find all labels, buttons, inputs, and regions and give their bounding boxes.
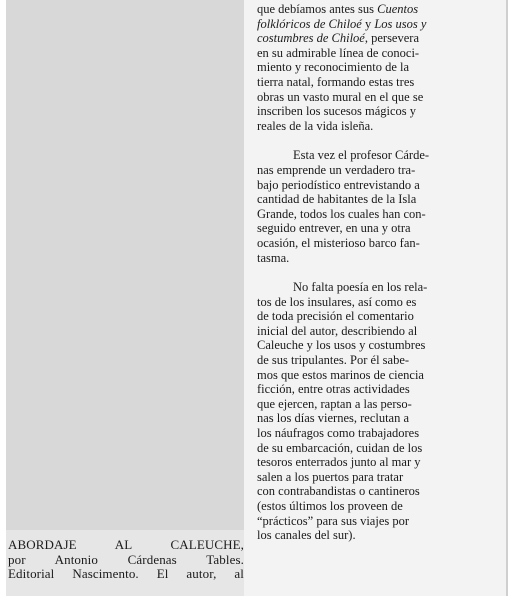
right-column — [257, 2, 497, 543]
book-title: folklóricos de Chiloé — [257, 16, 362, 31]
text-line: costumbres de Chiloé, persevera — [257, 31, 419, 46]
text-line: tierra natal, formando estas tres — [257, 74, 415, 89]
paragraph-1 — [257, 2, 497, 133]
review-heading-text — [8, 538, 244, 582]
book-title: Los usos y — [374, 16, 427, 31]
page-edge — [506, 0, 508, 596]
text-line: ocasión, el misterioso barco fan- — [257, 235, 420, 250]
scan-shading — [6, 0, 244, 530]
text-line: los canales del sur). — [257, 528, 356, 543]
text-line: tos de los insulares, así como es — [257, 294, 417, 309]
text-line: nas los días viernes, reclutan a — [257, 411, 410, 426]
text-line: por Antonio Cárdenas Tables. — [8, 551, 244, 567]
text-line: miento y reconocimiento de la — [257, 60, 410, 75]
text-line: seguido entrever, en una y otra — [257, 221, 411, 236]
text-line: salen a los puertos para tratar — [257, 469, 404, 484]
text-line: inscriben los sucesos mágicos y — [257, 104, 417, 119]
text-line: (estos últimos los proveen de — [257, 499, 403, 513]
text-line: que debíamos antes sus Cuentos — [257, 2, 419, 16]
text-line: de su embarcación, cuidan de los — [257, 440, 423, 455]
text-line: No falta poesía en los rela- — [293, 280, 428, 295]
text-line: con contrabandistas o cantineros — [257, 484, 420, 499]
text-line: inicial del autor, describiendo al — [257, 323, 418, 338]
text-line: de toda precisión el comentario — [257, 309, 414, 324]
text-line: reales de la vida isleña. — [257, 118, 374, 133]
text-line: que ejercen, raptan a las perso- — [257, 396, 412, 411]
paragraph-2 — [257, 148, 497, 265]
text-line: ABORDAJE AL CALEUCHE, — [8, 537, 244, 552]
text-line: cantidad de habitantes de la Isla — [257, 192, 417, 207]
text-line: en su admirable línea de conoci- — [257, 45, 420, 60]
text-line: tasma. — [257, 250, 290, 265]
text-line: los náufragos como trabajadores — [257, 426, 420, 441]
text-line: Esta vez el profesor Cárde- — [293, 148, 430, 163]
book-title: Cuentos — [377, 2, 419, 16]
book-title: costumbres de Chiloé — [257, 31, 365, 46]
left-column — [8, 538, 244, 582]
text-line: Grande, todos los cuales han con- — [257, 206, 426, 221]
text-line: ficción, entre otras actividades — [257, 382, 410, 397]
text-line: bajo periodístico entrevistando a — [257, 177, 420, 192]
text-line: tesoros enterrados junto al mar y — [257, 455, 421, 470]
text-line: obras un vasto mural en el que se — [257, 89, 424, 104]
text-line: Caleuche y los usos y costumbres — [257, 338, 426, 353]
text-line: folklóricos de Chiloé y Los usos y — [257, 16, 427, 31]
text-line: “prácticos” para sus viajes por — [257, 513, 410, 528]
text-line: Editorial Nascimento. El autor, al — [8, 566, 244, 581]
paragraph-3 — [257, 280, 497, 543]
text-line: mos que estos marinos de ciencia — [257, 367, 424, 382]
text-line: de sus tripulantes. Por él sabe- — [257, 353, 410, 368]
text-line: nas emprende un verdadero tra- — [257, 162, 416, 177]
